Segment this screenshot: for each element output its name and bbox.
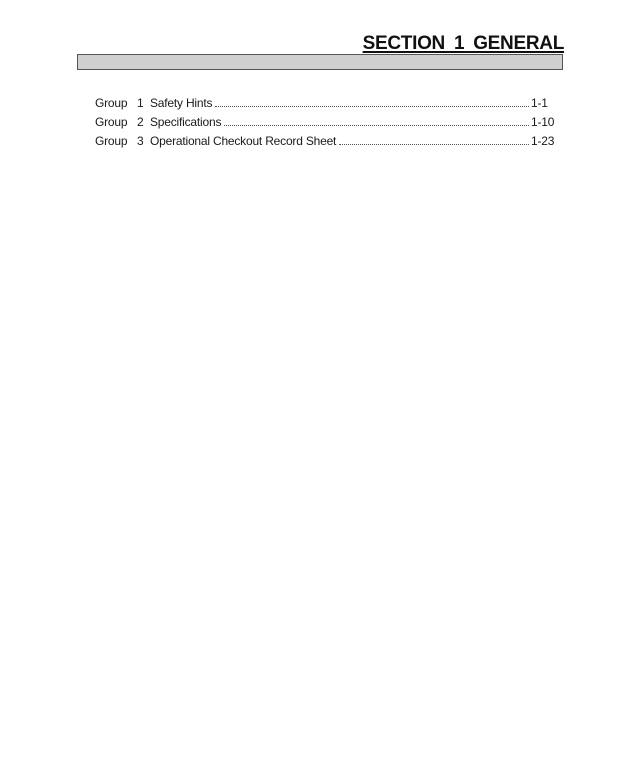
toc-entry-title: Operational Checkout Record Sheet <box>150 134 337 148</box>
toc-group-label: Group <box>95 134 128 148</box>
section-title: SECTION 1 GENERAL <box>362 33 564 54</box>
toc-entry-title: Specifications <box>150 115 222 129</box>
toc-dot-leader <box>224 125 529 126</box>
toc-entry-group-2[interactable] <box>95 113 555 132</box>
toc-group-number: 2 <box>137 115 144 129</box>
toc-entry-title: Safety Hints <box>150 96 213 110</box>
toc-dot-leader <box>339 144 529 145</box>
toc-page-number: 1-10 <box>531 115 555 129</box>
toc-page-number: 1-23 <box>531 134 555 148</box>
toc-group-number: 3 <box>137 134 144 148</box>
toc-entry-group-3[interactable] <box>95 132 555 151</box>
section-title-bar <box>77 54 563 70</box>
toc-page-number: 1-1 <box>531 96 548 110</box>
toc-group-label: Group <box>95 115 128 129</box>
toc-entry-group-1[interactable] <box>95 94 555 113</box>
toc-dot-leader <box>215 106 529 107</box>
toc-group-label: Group <box>95 96 128 110</box>
toc-group-number: 1 <box>137 96 144 110</box>
table-of-contents <box>95 94 555 151</box>
